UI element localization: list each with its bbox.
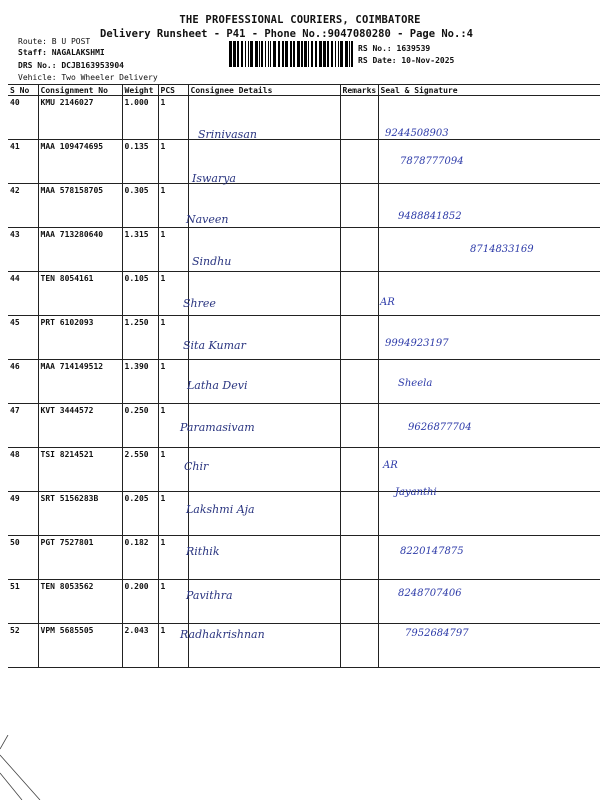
signature-handwriting: 9488841852 bbox=[398, 211, 462, 222]
consignee-handwriting: Rithik bbox=[186, 545, 220, 558]
cell-consignment: MAA 714149512 bbox=[38, 360, 122, 404]
cell-pcs: 1 bbox=[158, 272, 188, 316]
consignee-handwriting: Srinivasan bbox=[198, 128, 257, 141]
signature-handwriting: 9244508903 bbox=[385, 128, 449, 139]
cell-pcs: 1 bbox=[158, 492, 188, 536]
rs-number: RS No.: 1639539 bbox=[358, 44, 431, 53]
cell-weight: 0.182 bbox=[122, 536, 158, 580]
table-row bbox=[8, 184, 600, 228]
cell-sno: 46 bbox=[8, 360, 38, 404]
cell-pcs: 1 bbox=[158, 360, 188, 404]
cell-weight: 1.000 bbox=[122, 96, 158, 140]
cell-consignment: MAA 713280640 bbox=[38, 228, 122, 272]
cell-sno: 40 bbox=[8, 96, 38, 140]
signature-handwriting: 7878777094 bbox=[400, 156, 464, 167]
drs-label: DRS No.: DCJB163953904 bbox=[18, 61, 124, 70]
cell-remarks bbox=[340, 228, 378, 272]
cell-weight: 2.550 bbox=[122, 448, 158, 492]
cell-consignment: TEN 8054161 bbox=[38, 272, 122, 316]
cell-pcs: 1 bbox=[158, 184, 188, 228]
col-signature: Seal & Signature bbox=[378, 85, 600, 96]
cell-signature bbox=[378, 580, 600, 624]
page-fold-icon bbox=[0, 735, 70, 800]
cell-sno: 48 bbox=[8, 448, 38, 492]
table-row bbox=[8, 624, 600, 668]
cell-pcs: 1 bbox=[158, 140, 188, 184]
cell-signature bbox=[378, 448, 600, 492]
consignee-handwriting: Radhakrishnan bbox=[180, 628, 265, 641]
col-weight: Weight bbox=[122, 85, 158, 96]
cell-pcs: 1 bbox=[158, 96, 188, 140]
cell-consignment: KVT 3444572 bbox=[38, 404, 122, 448]
cell-remarks bbox=[340, 316, 378, 360]
signature-handwriting: 8220147875 bbox=[400, 546, 464, 557]
cell-weight: 0.305 bbox=[122, 184, 158, 228]
vehicle-label: Vehicle: Two Wheeler Delivery bbox=[18, 73, 158, 82]
company-title: THE PROFESSIONAL COURIERS, COIMBATORE bbox=[179, 14, 421, 26]
table-row bbox=[8, 360, 600, 404]
signature-handwriting: AR bbox=[383, 460, 398, 471]
signature-handwriting: 9994923197 bbox=[385, 338, 449, 349]
signature-handwriting: 8714833169 bbox=[470, 244, 534, 255]
col-sno: S No bbox=[8, 85, 38, 96]
staff-label: Staff: NAGALAKSHMI bbox=[18, 48, 105, 57]
cell-remarks bbox=[340, 360, 378, 404]
cell-pcs: 1 bbox=[158, 316, 188, 360]
cell-weight: 1.390 bbox=[122, 360, 158, 404]
cell-pcs: 1 bbox=[158, 624, 188, 668]
cell-signature bbox=[378, 536, 600, 580]
consignee-handwriting: Lakshmi Aja bbox=[186, 503, 255, 516]
cell-consignment: MAA 578158705 bbox=[38, 184, 122, 228]
cell-consignment: PGT 7527801 bbox=[38, 536, 122, 580]
consignee-handwriting: Pavithra bbox=[186, 589, 233, 602]
col-consignee: Consignee Details bbox=[188, 85, 340, 96]
consignee-handwriting: Naveen bbox=[186, 213, 229, 226]
cell-signature bbox=[378, 272, 600, 316]
cell-weight: 0.205 bbox=[122, 492, 158, 536]
cell-sno: 49 bbox=[8, 492, 38, 536]
cell-consignee bbox=[188, 448, 340, 492]
barcode-icon bbox=[229, 41, 355, 67]
cell-consignment: PRT 6102093 bbox=[38, 316, 122, 360]
cell-sno: 50 bbox=[8, 536, 38, 580]
cell-pcs: 1 bbox=[158, 404, 188, 448]
table-row bbox=[8, 580, 600, 624]
cell-sno: 41 bbox=[8, 140, 38, 184]
cell-consignment: TEN 8053562 bbox=[38, 580, 122, 624]
cell-consignee bbox=[188, 316, 340, 360]
cell-weight: 0.200 bbox=[122, 580, 158, 624]
cell-sno: 52 bbox=[8, 624, 38, 668]
table-row bbox=[8, 492, 600, 536]
cell-weight: 0.105 bbox=[122, 272, 158, 316]
cell-sno: 42 bbox=[8, 184, 38, 228]
table-row bbox=[8, 536, 600, 580]
cell-remarks bbox=[340, 404, 378, 448]
cell-weight: 2.043 bbox=[122, 624, 158, 668]
col-pcs: PCS bbox=[158, 85, 188, 96]
route-label: Route: B U POST bbox=[18, 37, 91, 46]
cell-weight: 0.135 bbox=[122, 140, 158, 184]
cell-weight: 1.315 bbox=[122, 228, 158, 272]
table-row bbox=[8, 448, 600, 492]
cell-consignment: KMU 2146027 bbox=[38, 96, 122, 140]
cell-sno: 45 bbox=[8, 316, 38, 360]
cell-remarks bbox=[340, 624, 378, 668]
cell-consignment: SRT 5156283B bbox=[38, 492, 122, 536]
cell-remarks bbox=[340, 140, 378, 184]
col-consignment: Consignment No bbox=[38, 85, 122, 96]
signature-handwriting: AR bbox=[380, 297, 395, 308]
consignee-handwriting: Sita Kumar bbox=[183, 339, 246, 352]
table-row bbox=[8, 272, 600, 316]
cell-remarks bbox=[340, 272, 378, 316]
table-row bbox=[8, 404, 600, 448]
cell-pcs: 1 bbox=[158, 536, 188, 580]
cell-remarks bbox=[340, 448, 378, 492]
cell-weight: 1.250 bbox=[122, 316, 158, 360]
consignee-handwriting: Sindhu bbox=[192, 255, 232, 268]
cell-sno: 43 bbox=[8, 228, 38, 272]
table-header-row bbox=[8, 85, 600, 96]
cell-signature bbox=[378, 492, 600, 536]
consignee-handwriting: Chir bbox=[184, 460, 209, 473]
cell-pcs: 1 bbox=[158, 580, 188, 624]
cell-pcs: 1 bbox=[158, 228, 188, 272]
cell-remarks bbox=[340, 492, 378, 536]
signature-handwriting: Jayanthi bbox=[395, 487, 437, 498]
table-row bbox=[8, 96, 600, 140]
cell-remarks bbox=[340, 96, 378, 140]
signature-handwriting: 9626877704 bbox=[408, 422, 472, 433]
cell-sno: 44 bbox=[8, 272, 38, 316]
cell-remarks bbox=[340, 580, 378, 624]
table-row bbox=[8, 140, 600, 184]
cell-consignment: MAA 109474695 bbox=[38, 140, 122, 184]
consignee-handwriting: Shree bbox=[183, 297, 216, 310]
cell-weight: 0.250 bbox=[122, 404, 158, 448]
cell-remarks bbox=[340, 536, 378, 580]
cell-sno: 51 bbox=[8, 580, 38, 624]
signature-handwriting: 7952684797 bbox=[405, 628, 469, 639]
signature-handwriting: Sheela bbox=[398, 378, 433, 389]
cell-consignment: TSI 8214521 bbox=[38, 448, 122, 492]
runsheet-table bbox=[8, 84, 600, 668]
rs-date: RS Date: 10-Nov-2025 bbox=[358, 56, 455, 65]
runsheet-subtitle: Delivery Runsheet - P41 - Phone No.:9047080280 - Page No.:4 bbox=[100, 28, 473, 40]
consignee-handwriting: Paramasivam bbox=[180, 421, 255, 434]
cell-sno: 47 bbox=[8, 404, 38, 448]
cell-consignment: VPM 5685505 bbox=[38, 624, 122, 668]
consignee-handwriting: Iswarya bbox=[192, 172, 236, 185]
cell-pcs: 1 bbox=[158, 448, 188, 492]
signature-handwriting: 8248707406 bbox=[398, 588, 462, 599]
table-row bbox=[8, 316, 600, 360]
cell-remarks bbox=[340, 184, 378, 228]
col-remarks: Remarks bbox=[340, 85, 378, 96]
consignee-handwriting: Latha Devi bbox=[187, 379, 248, 392]
